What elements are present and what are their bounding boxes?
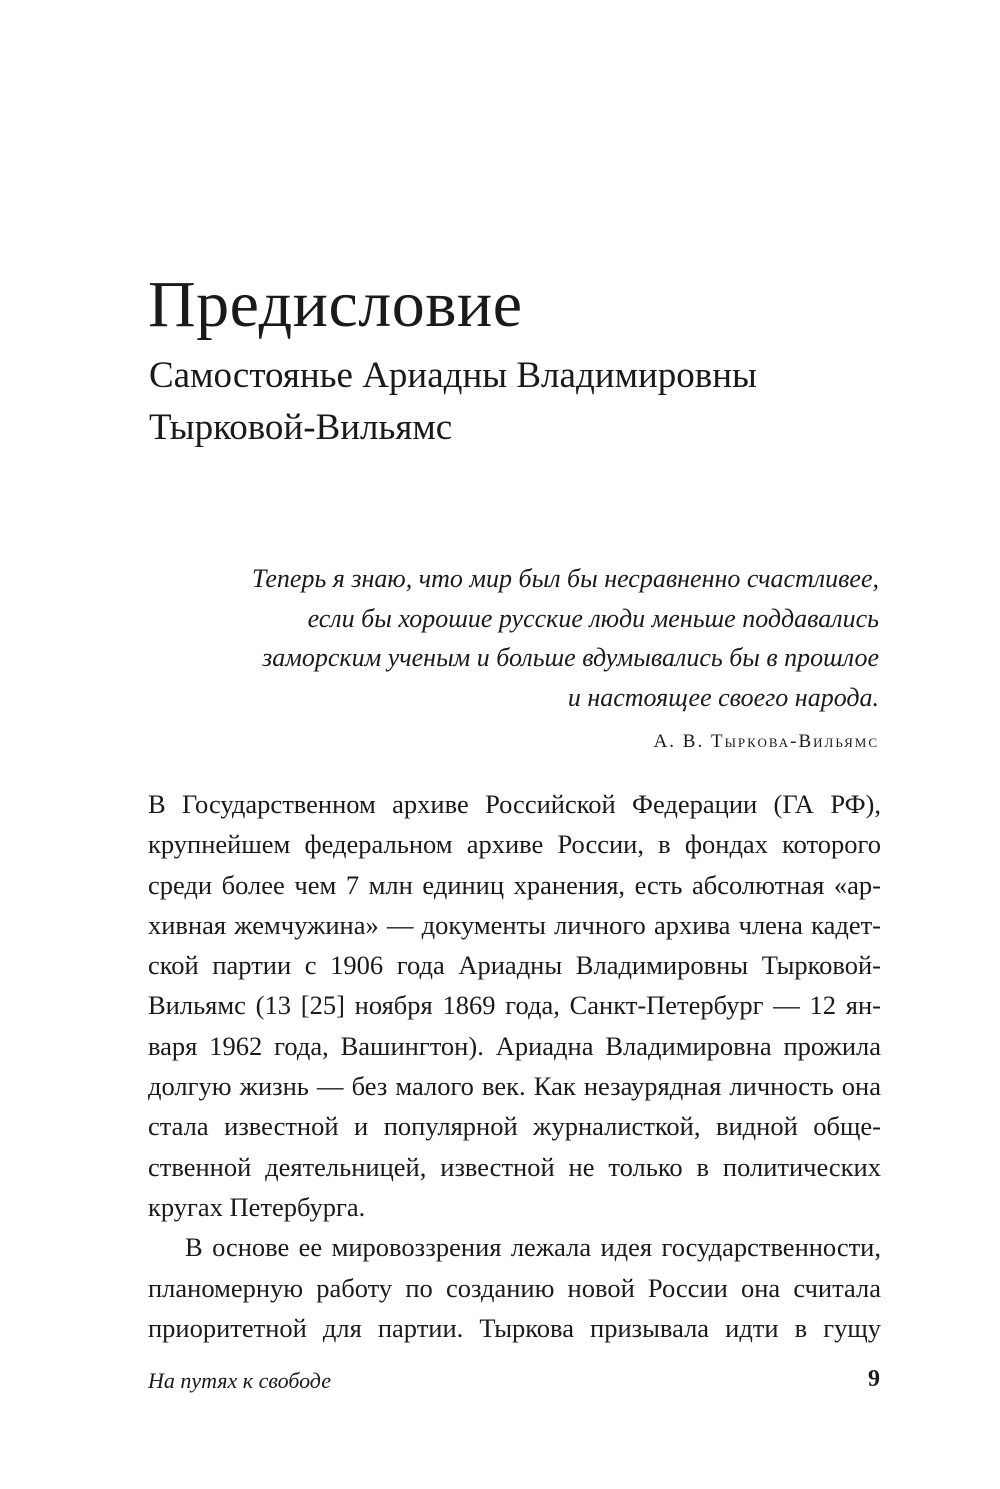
body-line: крупнейшем федеральном архиве России, в фондах которого (148, 829, 881, 860)
page-title: Предисловие (148, 268, 523, 341)
body-text (148, 784, 881, 1348)
body-line: В Государственном архиве Российской Федерации (ГА РФ), (148, 789, 881, 819)
running-footer-title: На путях к свободе (148, 1368, 331, 1393)
body-line: хивная жемчужина» — документы личного архива члена кадет- (148, 909, 881, 940)
epigraph-line: если бы хорошие русские люди меньше поддавались (307, 603, 879, 633)
page-number: 9 (868, 1366, 880, 1392)
body-line: ственной деятельницей, известной не только в политических (148, 1151, 881, 1182)
page-subtitle (149, 350, 909, 454)
epigraph-line: и настоящее своего народа. (567, 682, 879, 712)
body-line: приоритетной для партии. Тыркова призывала идти в гущу (148, 1312, 881, 1343)
epigraph (179, 559, 879, 757)
body-line: варя 1962 года, Вашингтон). Ариадна Владимировна прожила (148, 1030, 881, 1061)
subtitle-line: Тырковой-Вильямс (149, 407, 453, 448)
body-line: Вильямс (13 [25] ноября 1869 года, Санкт-Петербург — 12 ян- (148, 990, 881, 1021)
body-line: ской партии с 1906 года Ариадны Владимировны Тырковой- (148, 950, 881, 981)
body-line: среди более чем 7 млн единиц хранения, есть абсолютная «ар- (148, 869, 881, 900)
subtitle-line: Самостоянье Ариадны Владимировны (149, 355, 757, 396)
body-line: кругах Петербурга. (148, 1191, 366, 1222)
epigraph-line: заморским ученым и больше вдумывались бы в прошлое (262, 643, 879, 672)
epigraph-line: Теперь я знаю, что мир был бы несравненно счастливее, (251, 564, 879, 593)
body-line: В основе ее мировоззрения лежала идея государственности, (185, 1232, 881, 1263)
body-line: долгую жизнь — без малого век. Как незаурядная личность она (148, 1071, 881, 1102)
body-line: стала известной и популярной журналисткой, видной обще- (148, 1111, 881, 1142)
epigraph-author: А. В. Тыркова-Вильямс (653, 731, 879, 752)
body-line: планомерную работу по созданию новой России она считала (148, 1272, 881, 1303)
